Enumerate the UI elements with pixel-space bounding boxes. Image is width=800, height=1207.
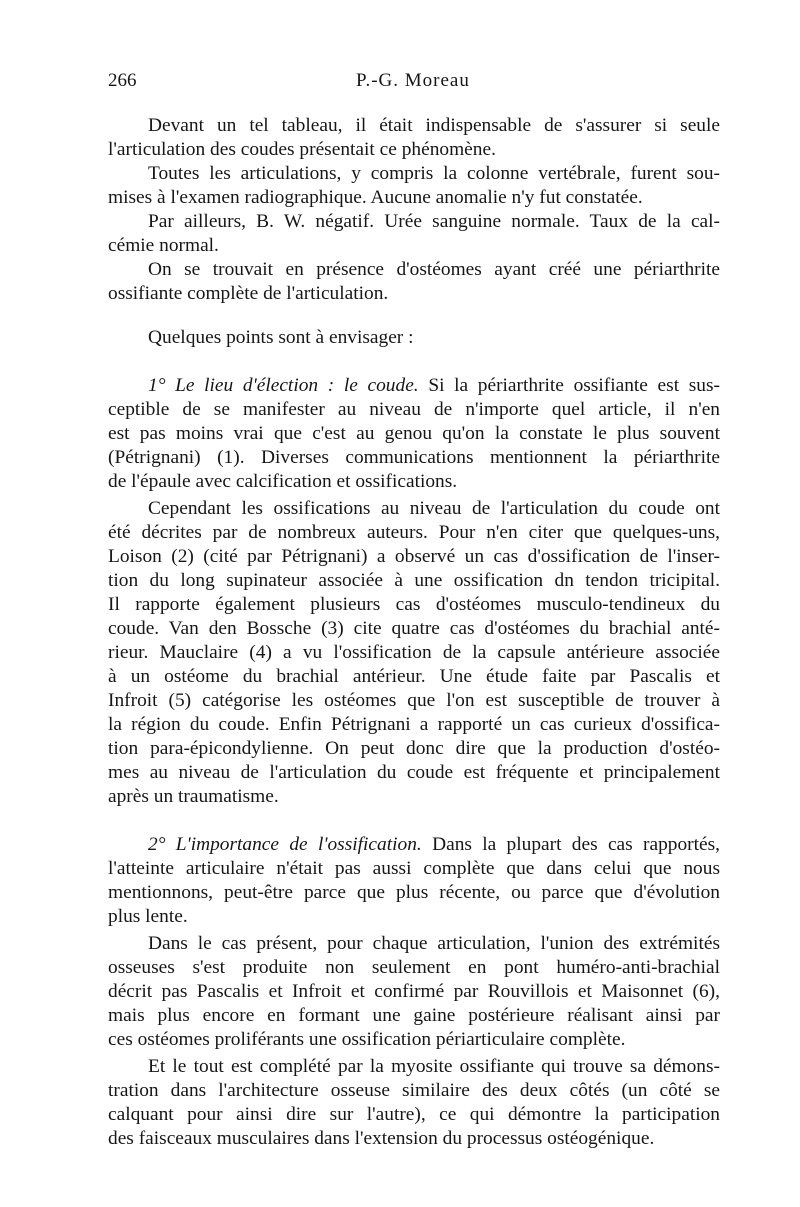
section-2-paragraph bbox=[108, 833, 720, 929]
body-text bbox=[108, 114, 720, 1151]
text-line: été décrites par de nombreux auteurs. Pour n'en citer que quelques-uns, bbox=[108, 522, 720, 543]
page-number: 266 bbox=[108, 70, 137, 91]
text-line: de l'épaule avec calcification et ossifications. bbox=[108, 471, 458, 492]
paragraph bbox=[108, 210, 720, 258]
text-line: tion du long supinateur associée à une ossification dn tendon tricipital. bbox=[108, 570, 720, 591]
text-line: Devant un tel tableau, il était indispensable de s'assurer si seule bbox=[148, 115, 720, 136]
text-line: ces ostéomes proliférants une ossification périarticulaire complète. bbox=[108, 1029, 626, 1050]
section-2-heading: 2° L'importance de l'ossification. bbox=[148, 834, 422, 855]
text-line: Dans le cas présent, pour chaque articulation, l'union des extrémités bbox=[148, 933, 720, 954]
text-line: coude. Van den Bossche (3) cite quatre cas d'ostéomes du brachial anté- bbox=[108, 618, 720, 639]
text-line: Il rapporte également plusieurs cas d'ostéomes musculo-tendineux du bbox=[108, 594, 720, 615]
text-line: (Pétrignani) (1). Diverses communications mentionnent la périarthrite bbox=[108, 447, 720, 468]
text-line: Par ailleurs, B. W. négatif. Urée sanguine normale. Taux de la cal- bbox=[148, 211, 720, 232]
section-1-paragraph bbox=[108, 374, 720, 494]
text-line: l'atteinte articulaire n'était pas aussi complète que dans celui que nous bbox=[108, 858, 720, 879]
paragraph bbox=[108, 326, 720, 350]
text-line: plus lente. bbox=[108, 906, 188, 927]
section-1-heading: 1° Le lieu d'élection : le coude. bbox=[148, 375, 419, 396]
text-line: cémie normal. bbox=[108, 235, 219, 256]
text-line: osseuses s'est produite non seulement en pont huméro-anti-brachial bbox=[108, 957, 720, 978]
text-line bbox=[108, 374, 720, 398]
paragraph bbox=[108, 1055, 720, 1151]
running-header bbox=[108, 70, 718, 96]
paragraph bbox=[108, 497, 720, 809]
text-line-rest: Dans la plupart des cas rapportés, bbox=[432, 834, 721, 855]
text-line: Toutes les articulations, y compris la colonne vertébrale, furent sou- bbox=[148, 163, 720, 184]
text-line: tration dans l'architecture osseuse similaire des deux côtés (un côté se bbox=[108, 1080, 720, 1101]
text-line: ceptible de se manifester au niveau de n'importe quel article, il n'en bbox=[108, 399, 720, 420]
running-head-author: P.-G. Moreau bbox=[356, 70, 470, 91]
text-line-rest: Si la périarthrite ossifiante est sus- bbox=[428, 375, 720, 396]
text-line: Quelques points sont à envisager : bbox=[148, 327, 414, 348]
text-line: des faisceaux musculaires dans l'extension du processus ostéogénique. bbox=[108, 1128, 655, 1149]
text-line: mises à l'examen radiographique. Aucune anomalie n'y fut constatée. bbox=[108, 187, 643, 208]
text-line: ossifiante complète de l'articulation. bbox=[108, 283, 389, 304]
text-line: la région du coude. Enfin Pétrignani a rapporté un cas curieux d'ossifica- bbox=[108, 714, 720, 735]
text-line: l'articulation des coudes présentait ce phénomène. bbox=[108, 139, 496, 160]
text-line: Infroit (5) catégorise les ostéomes que l'on est susceptible de trouver à bbox=[108, 690, 720, 711]
text-line: mentionnons, peut-être parce que plus récente, ou parce que d'évolution bbox=[108, 882, 720, 903]
text-line: après un traumatisme. bbox=[108, 786, 279, 807]
text-line bbox=[108, 833, 720, 857]
text-line: mais plus encore en formant une gaine postérieure réalisant ainsi par bbox=[108, 1005, 720, 1026]
text-line: On se trouvait en présence d'ostéomes ayant créé une périarthrite bbox=[148, 259, 720, 280]
text-line: mes au niveau de l'articulation du coude est fréquente et principalement bbox=[108, 762, 720, 783]
text-line: tion para-épicondylienne. On peut donc dire que la production d'ostéo- bbox=[108, 738, 720, 759]
text-line: décrit pas Pascalis et Infroit et confirmé par Rouvillois et Maisonnet (6), bbox=[108, 981, 720, 1002]
text-line: Cependant les ossifications au niveau de l'articulation du coude ont bbox=[148, 498, 720, 519]
text-line: est pas moins vrai que c'est au genou qu'on la constate le plus souvent bbox=[108, 423, 720, 444]
text-line: calquant pour ainsi dire sur l'autre), ce qui démontre la participation bbox=[108, 1104, 720, 1125]
text-line: Et le tout est complété par la myosite ossifiante qui trouve sa démons- bbox=[148, 1056, 720, 1077]
text-line: à un ostéome du brachial antérieur. Une étude faite par Pascalis et bbox=[108, 666, 720, 687]
paragraph bbox=[108, 114, 720, 162]
paragraph bbox=[108, 162, 720, 210]
paragraph bbox=[108, 258, 720, 306]
text-line: Loison (2) (cité par Pétrignani) a observé un cas d'ossification de l'inser- bbox=[108, 546, 720, 567]
paragraph bbox=[108, 932, 720, 1052]
text-line: rieur. Mauclaire (4) a vu l'ossification de la capsule antérieure associée bbox=[108, 642, 720, 663]
